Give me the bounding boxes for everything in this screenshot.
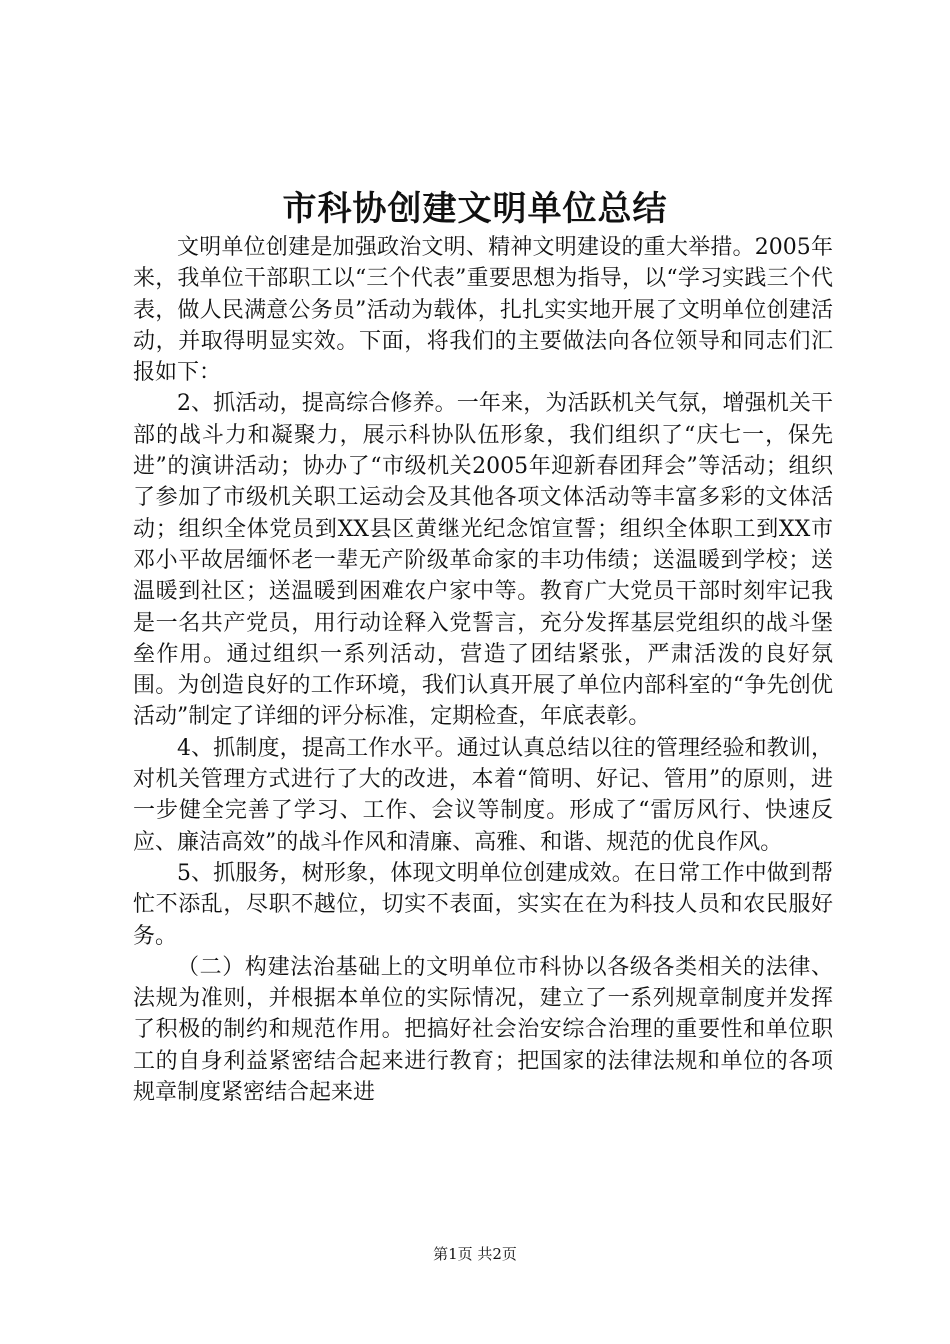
page-number-footer: 第1页 共2页 bbox=[433, 1245, 517, 1263]
paragraph-service: 5、抓服务，树形象，体现文明单位创建成效。在日常工作中做到帮忙不添乱，尽职不越位，切实不表面，实实在在为科技人员和农民服好务。 bbox=[133, 860, 833, 949]
document-title: 市科协创建文明单位总结 bbox=[282, 189, 668, 229]
paragraph-activities: 2、抓活动，提高综合修养。一年来，为活跃机关气氛，增强机关干部的战斗力和凝聚力，展示科协队伍形象，我们组织了“庆七一，保先进”的演讲活动；协办了“市级机关2005年迎新春团拜会”等活动；组织了参加了市级机关职工运动会及其他各项文体活动等丰富多彩的文体活动；组织全体党员到XX县区黄继光纪念馆宣誓；组织全体职工到XX市邓小平故居缅怀老一辈无产阶级革命家的丰功伟绩；送温暖到学校；送温暖到社区；送温暖到困难农户家中等。教育广大党员干部时刻牢记我是一名共产党员，用行动诠释入党誓言，充分发挥基层党组织的战斗堡垒作用。通过组织一系列活动，营造了团结紧张，严肃活泼的良好氛围。为创造良好的工作环境，我们认真开展了单位内部科室的“争先创优活动”制定了详细的评分标准，定期检查，年底表彰。 bbox=[133, 391, 833, 730]
document-body bbox=[133, 232, 833, 1108]
paragraph-intro: 文明单位创建是加强政治文明、精神文明建设的重大举措。2005年来，我单位干部职工以“三个代表”重要思想为指导，以“学习实践三个代表，做人民满意公务员”活动为载体，扎扎实实地开展了文明单位创建活动，并取得明显实效。下面，将我们的主要做法向各位领导和同志们汇报如下： bbox=[133, 235, 833, 386]
paragraph-systems: 4、抓制度，提高工作水平。通过认真总结以往的管理经验和教训，对机关管理方式进行了大的改进，本着“简明、好记、管用”的原则，进一步健全完善了学习、工作、会议等制度。形成了“雷厉风行、快速反应、廉洁高效”的战斗作风和清廉、高雅、和谐、规范的优良作风。 bbox=[133, 735, 833, 855]
paragraph-rule-of-law: （二）构建法治基础上的文明单位市科协以各级各类相关的法律、法规为准则，并根据本单位的实际情况，建立了一系列规章制度并发挥了积极的制约和规范作用。把搞好社会治安综合治理的重要性和单位职工的自身利益紧密结合起来进行教育；把国家的法律法规和单位的各项规章制度紧密结合起来进 bbox=[133, 954, 833, 1106]
